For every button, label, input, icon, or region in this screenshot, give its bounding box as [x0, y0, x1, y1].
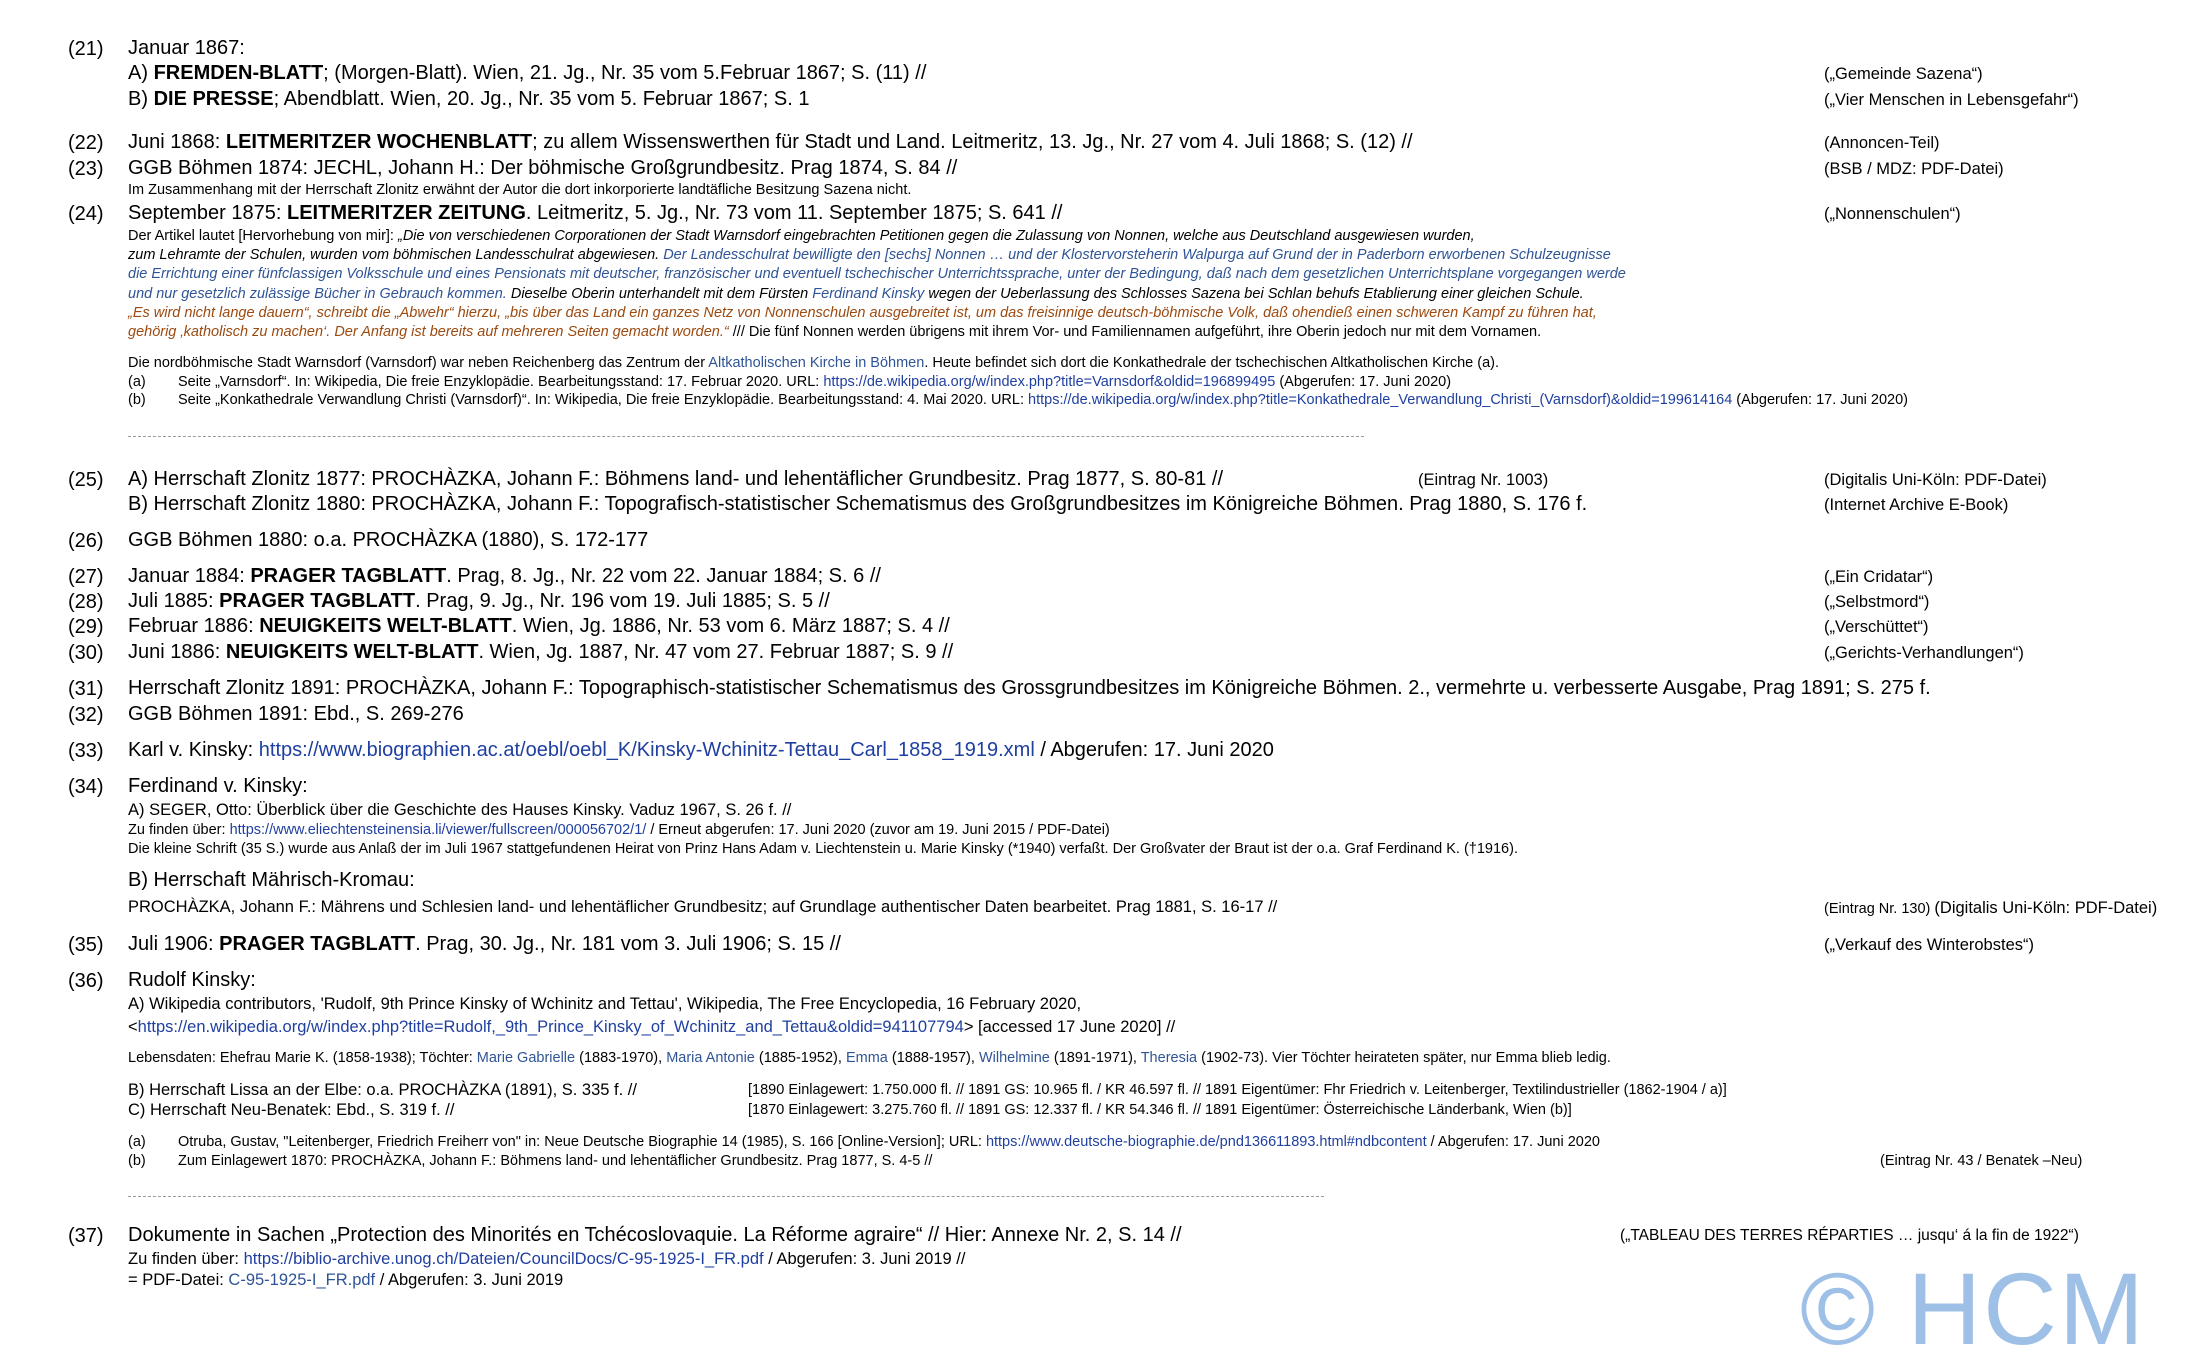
warnsdorf-note: Die nordböhmische Stadt Warnsdorf (Varnsdorf) war neben Reichenberg das Zentrum der Altkatholischen Kirche in Böhmen. Heute befindet sich dort die Konkathedrale der tschechischen Altkatholischen Kirche (a).	[128, 355, 1500, 371]
quote-line: und nur gesetzlich zulässige Bücher in Gebrauch kommen. Dieselbe Oberin unterhandelt mit dem Fürsten Ferdinand Kinsky wegen der Ueberlassung des Schlosses Sazena bei Schlan behufs Etablierung einer gleichen Schule.	[128, 286, 1584, 302]
quote-line: zum Lehramte der Schulen, wurden vom böhmischen Landesschulrat abgewiesen. Der Landesschulrat bewilligte den [sechs] Nonnen … und der Klostervorsteherin Walpurga auf Grund der in Paderborn erworbenen Schulzeugnisse	[128, 247, 1611, 263]
divider	[128, 436, 1364, 437]
entry-36-footnote-a: Otruba, Gustav, "Leitenberger, Friedrich Freiherr von" in: Neue Deutsche Biographie 14 (1985), S. 166 [Online-Version]; URL: https://www.deutsche-biographie.de/pnd136611893.html#ndbcontent / Abgerufen: 17. Juni 2020	[178, 1134, 1600, 1150]
footnote-a: Seite „Varnsdorf“. In: Wikipedia, Die freie Enzyklopädie. Bearbeitungsstand: 17. Februar 2020. URL: https://de.wikipedia.org/w/index.php?title=Varnsdorf&oldid=196899495 (Abgerufen: 17. Juni 2020)	[178, 374, 1452, 390]
entry-number: (29)	[68, 616, 104, 638]
entry-37-pdf: = PDF-Datei: C-95-1925-I_FR.pdf / Abgerufen: 3. Juni 2019	[128, 1271, 564, 1289]
entry-37-source: Zu finden über: https://biblio-archive.unog.ch/Dateien/CouncilDocs/C-95-1925-I_FR.pdf / Abgerufen: 3. Juni 2019 //	[128, 1250, 966, 1268]
entry-24-note: („Nonnenschulen“)	[1824, 205, 1961, 223]
entry-36-a: A) Wikipedia contributors, 'Rudolf, 9th Prince Kinsky of Wchinitz and Tettau', Wikipedia, The Free Encyclopedia, 16 February 2020,	[128, 995, 1082, 1013]
entry-36-footnote-b-note: (Eintrag Nr. 43 / Benatek –Neu)	[1880, 1153, 2083, 1169]
entry-number: (23)	[68, 158, 104, 180]
entry-number: (21)	[68, 38, 104, 60]
entry-25-b-note: (Internet Archive E-Book)	[1824, 496, 2009, 514]
footnote-label: (b)	[128, 1153, 146, 1169]
pdf-file-link[interactable]: C-95-1925-I_FR.pdf	[228, 1271, 376, 1289]
konkathedrale-link[interactable]: https://de.wikipedia.org/w/index.php?title=Konkathedrale_Verwandlung_Christi_(Varnsdorf)&oldid=199614164	[1028, 392, 1733, 408]
entry-21-b: B) DIE PRESSE; Abendblatt. Wien, 20. Jg., Nr. 35 vom 5. Februar 1867; S. 1	[128, 88, 810, 110]
entry-28: Juli 1885: PRAGER TAGBLATT. Prag, 9. Jg., Nr. 196 vom 19. Juli 1885; S. 5 //	[128, 590, 830, 612]
footnote-b: Seite „Konkathedrale Verwandlung Christi (Varnsdorf)“. In: Wikipedia, Die freie Enzyklopädie. Bearbeitungsstand: 4. Mai 2020. URL: https://de.wikipedia.org/w/index.php?title=Konkathedrale_Verwandlung_Christi_(Varnsdorf)&oldid=199614164 (Abgerufen: 17. Juni 2020)	[178, 392, 1909, 408]
entry-23-remark: Im Zusammenhang mit der Herrschaft Zlonitz erwähnt der Autor die dort inkorporierte landtäfliche Besitzung Sazena nicht.	[128, 182, 912, 198]
entry-number: (34)	[68, 776, 104, 798]
entry-29: Februar 1886: NEUIGKEITS WELT-BLATT. Wien, Jg. 1886, Nr. 53 vom 6. März 1887; S. 4 //	[128, 615, 950, 637]
entry-number: (36)	[68, 970, 104, 992]
entry-34-b-note: (Eintrag Nr. 130) (Digitalis Uni-Köln: PDF-Datei)	[1824, 899, 2158, 917]
entry-26: GGB Böhmen 1880: o.a. PROCHÀZKA (1880), S. 172-177	[128, 529, 649, 551]
entry-21-title: Januar 1867:	[128, 37, 245, 59]
entry-36-b: B) Herrschaft Lissa an der Elbe: o.a. PROCHÀZKA (1891), S. 335 f. //	[128, 1081, 637, 1099]
entry-number: (37)	[68, 1225, 104, 1247]
entry-27: Januar 1884: PRAGER TAGBLATT. Prag, 8. Jg., Nr. 22 vom 22. Januar 1884; S. 6 //	[128, 565, 881, 587]
entry-27-note: („Ein Cridatar“)	[1824, 568, 1934, 586]
entry-37-note: („TABLEAU DES TERRES RÉPARTIES … jusqu‘ á la fin de 1922“)	[1620, 1227, 2079, 1244]
entry-36-c-detail: [1870 Einlagewert: 3.275.760 fl. // 1891 GS: 12.337 fl. / KR 54.346 fl. // 1891 Eigentümer: Österreichische Länderbank, Wien (b)]	[748, 1102, 1572, 1118]
entry-number: (33)	[68, 740, 104, 762]
entry-35: Juli 1906: PRAGER TAGBLATT. Prag, 30. Jg., Nr. 181 vom 3. Juli 1906; S. 15 //	[128, 933, 841, 955]
entry-21-a: A) FREMDEN-BLATT; (Morgen-Blatt). Wien, 21. Jg., Nr. 35 vom 5.Februar 1867; S. (11) //	[128, 62, 927, 84]
entry-29-note: („Verschüttet“)	[1824, 618, 1929, 636]
entry-37: Dokumente in Sachen „Protection des Minorités en Tchécoslovaquie. La Réforme agraire“ // Hier: Annexe Nr. 2, S. 14 //	[128, 1224, 1182, 1246]
entry-21-b-note: („Vier Menschen in Lebensgefahr“)	[1824, 91, 2079, 109]
entry-25-a: A) Herrschaft Zlonitz 1877: PROCHÀZKA, Johann F.: Böhmens land- und lehentäflicher Grundbesitz. Prag 1877, S. 80-81 //	[128, 468, 1223, 490]
quote-line: die Errichtung einer fünfclassigen Volksschule und eines Pensionats mit deutscher, französischer und eventuell tschechischer Unterrichtssprache, unter der Bedingung, daß nach dem gesetzlichen Unterrichtsplane vorgegangen werde	[128, 266, 1626, 282]
entry-34-title: Ferdinand v. Kinsky:	[128, 775, 308, 797]
entry-23: GGB Böhmen 1874: JECHL, Johann H.: Der böhmische Großgrundbesitz. Prag 1874, S. 84 //	[128, 157, 958, 179]
entry-number: (30)	[68, 642, 104, 664]
quote-line: gehörig ‚katholisch zu machen‘. Der Anfang ist bereits auf mehreren Seiten gemacht worden.“ /// Die fünf Nonnen werden übrigens mit ihrem Vor- und Familiennamen aufgeführt, ihre Oberin jedoch nur mit dem Vornamen.	[128, 324, 1542, 340]
entry-36-footnote-b: Zum Einlagewert 1870: PROCHÀZKA, Johann F.: Böhmens land- und lehentäflicher Grundbesitz. Prag 1877, S. 4-5 //	[178, 1153, 933, 1169]
entry-34-source: Zu finden über: https://www.eliechtensteinensia.li/viewer/fullscreen/000056702/1/ / Erneut abgerufen: 17. Juni 2020 (zuvor am 19. Juni 2015 / PDF-Datei)	[128, 822, 1110, 838]
entry-25-a-note: (Digitalis Uni-Köln: PDF-Datei)	[1824, 471, 2047, 489]
unog-archive-link[interactable]: https://biblio-archive.unog.ch/Dateien/CouncilDocs/C-95-1925-I_FR.pdf	[243, 1250, 764, 1268]
entry-number: (24)	[68, 203, 104, 225]
entry-number: (32)	[68, 704, 104, 726]
entry-33: Karl v. Kinsky: https://www.biographien.ac.at/oebl/oebl_K/Kinsky-Wchinitz-Tettau_Carl_1858_1919.xml / Abgerufen: 17. Juni 2020	[128, 739, 1274, 761]
entry-number: (27)	[68, 566, 104, 588]
copyright-watermark: © HCM	[1800, 1252, 2146, 1366]
entry-number: (22)	[68, 132, 104, 154]
footnote-label: (a)	[128, 1134, 146, 1150]
entry-36-a-url: <https://en.wikipedia.org/w/index.php?title=Rudolf,_9th_Prince_Kinsky_of_Wchinitz_and_Tettau&oldid=941107794> [accessed 17 June 2020] //	[128, 1018, 1176, 1036]
entry-number: (31)	[68, 678, 104, 700]
entry-number: (28)	[68, 591, 104, 613]
entry-25-a-mid-note: (Eintrag Nr. 1003)	[1418, 471, 1549, 489]
quote-line: Der Artikel lautet [Hervorhebung von mir]: „Die von verschiedenen Corporationen der Stadt Warnsdorf eingebrachten Petitionen gegen die Zulassung von Nonnen, welche aus Deutschland ausgewiesen wurden,	[128, 228, 1475, 244]
entry-25-b: B) Herrschaft Zlonitz 1880: PROCHÀZKA, Johann F.: Topografisch-statistischer Schematismus des Großgrundbesitzes im Königreiche Böhmen. Prag 1880, S. 176 f.	[128, 493, 1588, 515]
entry-number: (26)	[68, 530, 104, 552]
entry-30: Juni 1886: NEUIGKEITS WELT-BLATT. Wien, Jg. 1887, Nr. 47 vom 27. Februar 1887; S. 9 //	[128, 641, 954, 663]
entry-36-life-data: Lebensdaten: Ehefrau Marie K. (1858-1938); Töchter: Marie Gabrielle (1883-1970), Maria Antonie (1885-1952), Emma (1888-1957), Wilhelmine (1891-1971), Theresia (1902-73). Vier Töchter heirateten später, nur Emma blieb ledig.	[128, 1050, 1611, 1066]
entry-22: Juni 1868: LEITMERITZER WOCHENBLATT; zu allem Wissenswerthen für Stadt und Land. Leitmeritz, 13. Jg., Nr. 27 vom 4. Juli 1868; S. (12) //	[128, 131, 1413, 153]
entry-23-note: (BSB / MDZ: PDF-Datei)	[1824, 160, 2004, 178]
entry-31: Herrschaft Zlonitz 1891: PROCHÀZKA, Johann F.: Topographisch-statistischer Schematismus des Grossgrundbesitzes im Königreiche Böhmen. 2., vermehrte u. verbesserte Ausgabe, Prag 1891; S. 275 f.	[128, 677, 1931, 699]
entry-36-title: Rudolf Kinsky:	[128, 969, 256, 991]
entry-30-note: („Gerichts-Verhandlungen“)	[1824, 644, 2024, 662]
varnsdorf-link[interactable]: https://de.wikipedia.org/w/index.php?title=Varnsdorf&oldid=196899495	[823, 374, 1276, 390]
footnote-label: (b)	[128, 392, 146, 408]
entry-34-b-source: PROCHÀZKA, Johann F.: Mährens und Schlesien land- und lehentäflicher Grundbesitz; auf Grundlage authentischer Daten bearbeitet. Prag 1881, S. 16-17 //	[128, 898, 1278, 916]
entry-28-note: („Selbstmord“)	[1824, 593, 1930, 611]
entry-34-b: B) Herrschaft Mährisch-Kromau:	[128, 869, 415, 891]
deutsche-biographie-link[interactable]: https://www.deutsche-biographie.de/pnd136611893.html#ndbcontent	[985, 1134, 1427, 1150]
entry-34-a: A) SEGER, Otto: Überblick über die Geschichte des Hauses Kinsky. Vaduz 1967, S. 26 f. //	[128, 801, 792, 819]
biographien-link[interactable]: https://www.biographien.ac.at/oebl/oebl_K/Kinsky-Wchinitz-Tettau_Carl_1858_1919.xml	[258, 739, 1035, 761]
footnote-label: (a)	[128, 374, 146, 390]
quote-line: „Es wird nicht lange dauern“, schreibt die „Abwehr“ hierzu, „bis über das Land ein ganzes Netz von Nonnenschulen ausgebreitet ist, um das freisinnige deutsch-böhmische Volk, daß ohendieß einen schweren Kampf zu führen hat,	[128, 305, 1597, 321]
entry-number: (35)	[68, 934, 104, 956]
entry-22-note: (Annoncen-Teil)	[1824, 134, 1940, 152]
entry-36-c: C) Herrschaft Neu-Benatek: Ebd., S. 319 f. //	[128, 1101, 455, 1119]
entry-34-remark: Die kleine Schrift (35 S.) wurde aus Anlaß der im Juli 1967 stattgefundenen Heirat von Prinz Hans Adam v. Liechtenstein u. Marie Kinsky (*1940) verfaßt. Der Großvater der Braut ist der o.a. Graf Ferdinand K. (†1916).	[128, 841, 1518, 857]
divider	[128, 1196, 1324, 1197]
eliechtensteinensia-link[interactable]: https://www.eliechtensteinensia.li/viewer/fullscreen/000056702/1/	[229, 822, 647, 838]
entry-32: GGB Böhmen 1891: Ebd., S. 269-276	[128, 703, 464, 725]
entry-21-a-note: („Gemeinde Sazena“)	[1824, 65, 1983, 83]
entry-number: (25)	[68, 469, 104, 491]
entry-24: September 1875: LEITMERITZER ZEITUNG. Leitmeritz, 5. Jg., Nr. 73 vom 11. September 1875; S. 641 //	[128, 202, 1063, 224]
wikipedia-rudolf-link[interactable]: https://en.wikipedia.org/w/index.php?title=Rudolf,_9th_Prince_Kinsky_of_Wchinitz_and_Tettau&oldid=941107794	[137, 1018, 964, 1036]
entry-35-note: („Verkauf des Winterobstes“)	[1824, 936, 2034, 954]
entry-36-b-detail: [1890 Einlagewert: 1.750.000 fl. // 1891 GS: 10.965 fl. / KR 46.597 fl. // 1891 Eigentümer: Fhr Friedrich v. Leitenberger, Textilindustrieller (1862-1904 / a)]	[748, 1082, 1727, 1098]
